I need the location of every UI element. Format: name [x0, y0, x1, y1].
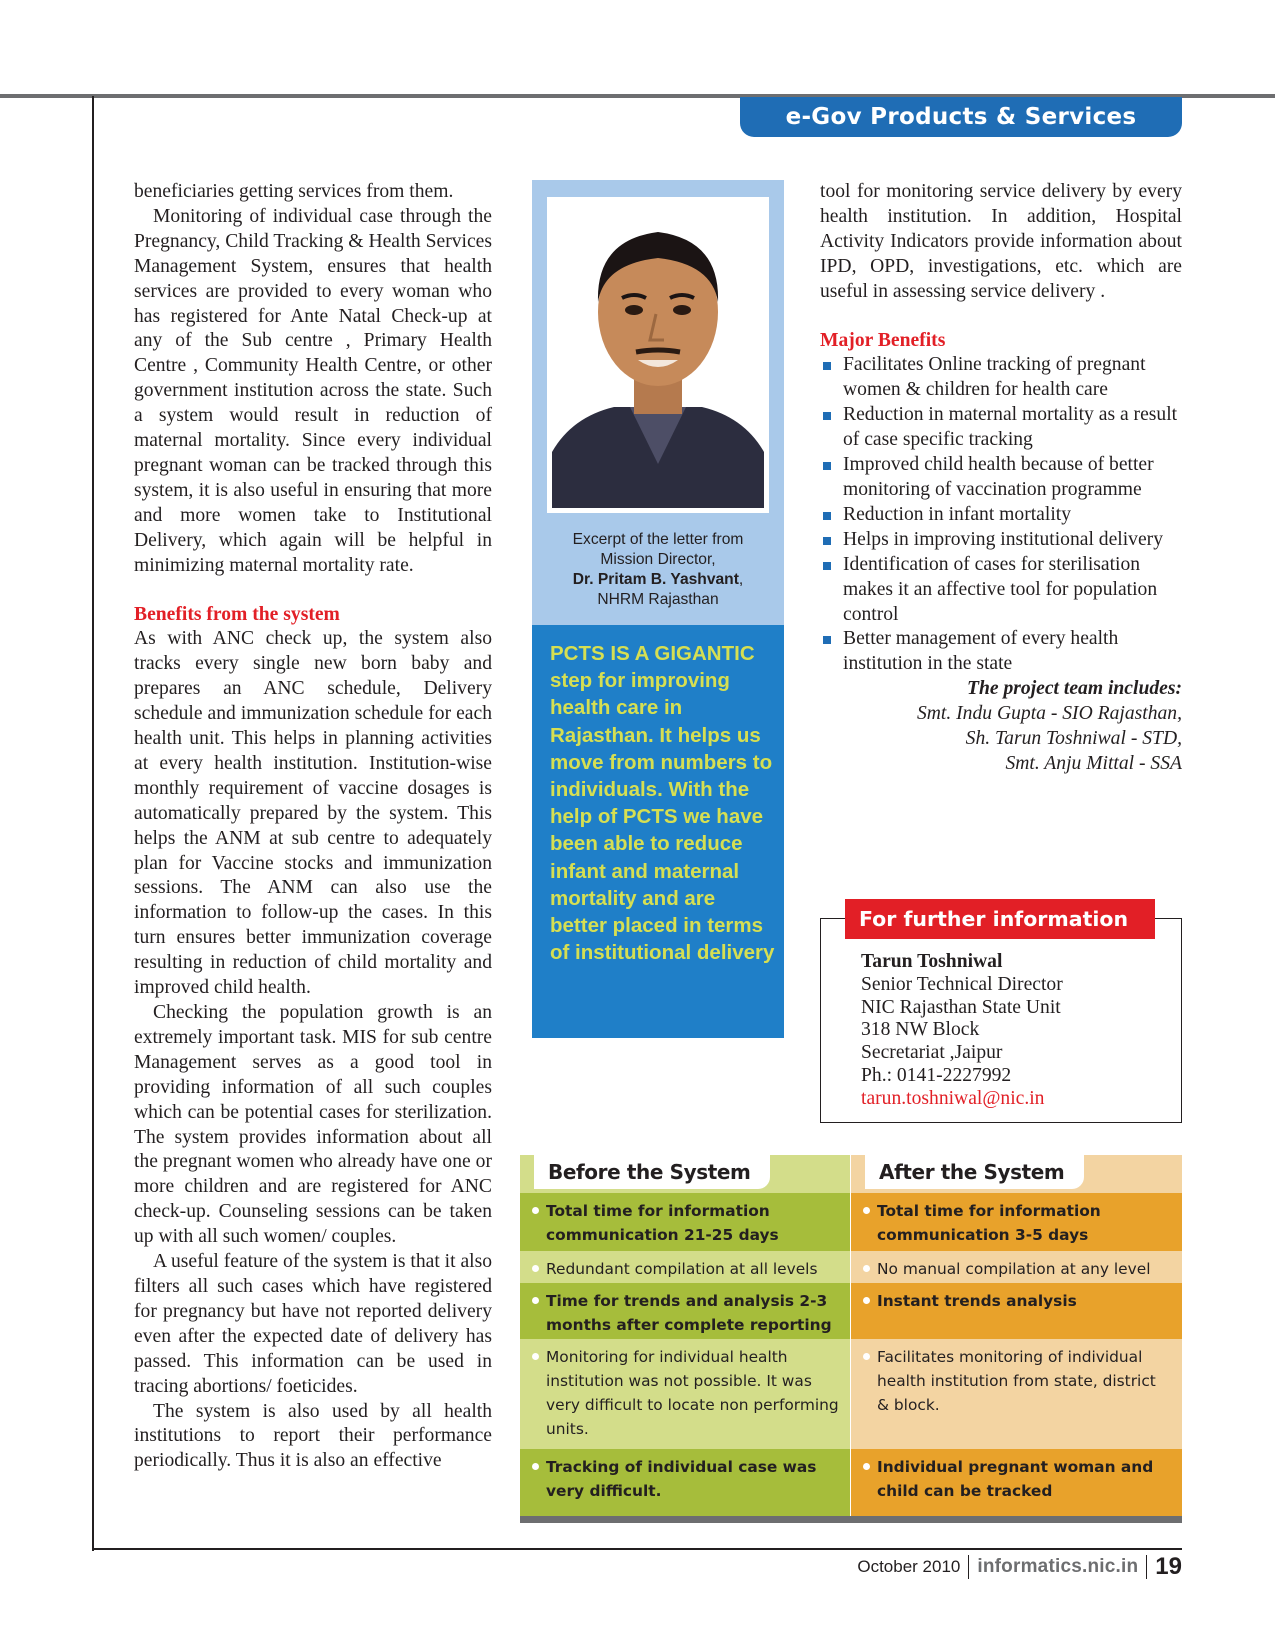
portrait-photo — [547, 197, 769, 513]
contact-block: 318 NW Block — [861, 1019, 980, 1041]
benefit-item: Improved child health because of better monitoring of vaccination programme — [820, 453, 1182, 503]
contact-unit: NIC Rajasthan State Unit — [861, 996, 1061, 1018]
team-heading: The project team includes: — [967, 678, 1182, 700]
benefit-item: Reduction in maternal mortality as a result of case specific tracking — [820, 403, 1182, 453]
body-paragraph: beneficiaries getting services from them. — [134, 181, 454, 202]
before-row: Time for trends and analysis 2-3 months after complete reporting — [520, 1283, 850, 1339]
page-number: 19 — [1155, 1553, 1182, 1580]
left-column — [134, 180, 492, 1474]
after-row: Individual pregnant woman and child can be tracked — [851, 1449, 1182, 1516]
contact-name: Tarun Toshniwal — [861, 951, 1003, 972]
benefit-item: Helps in improving institutional delivery — [820, 528, 1182, 553]
before-after-comparison — [520, 1155, 1182, 1524]
square-bullet-icon — [823, 362, 831, 370]
quote-panel — [532, 625, 784, 1038]
square-bullet-icon — [823, 412, 831, 420]
bullet-dot-icon — [863, 1353, 870, 1360]
left-rule — [92, 96, 94, 1551]
photo-panel — [532, 180, 784, 625]
benefits-list — [820, 353, 1182, 677]
caption-name: Dr. Pritam B. Yashvant — [572, 571, 739, 588]
caption-line: Excerpt of the letter from — [572, 531, 744, 548]
photo-caption — [540, 530, 776, 610]
body-paragraph: As with ANC check up, the system also tracks every single new born baby and prepares an ANC schedule, Delivery schedule and immunization schedule for each health unit. This helps in planning activities at every health institution. Institution-wise monthly requirement of vaccine dosages is automatically prepared by the system. This helps the ANM at sub centre to adequately plan for Vaccine stocks and immunization sessions. The ANM can also use the information to follow-up the cases. In this turn ensures better immunization coverage resulting in reduction of child mortality and improved child health. — [134, 628, 492, 999]
benefit-item: Reduction in infant mortality — [820, 503, 1182, 528]
contact-email-link[interactable]: tarun.toshniwal@nic.in — [861, 1087, 1045, 1109]
site-url: informatics.nic.in — [977, 1556, 1139, 1577]
body-paragraph: The system is also used by all health institutions to report their performance periodically. Thus it is also an effective — [134, 1400, 492, 1472]
caption-line — [540, 570, 776, 590]
square-bullet-icon — [823, 462, 831, 470]
square-bullet-icon — [823, 512, 831, 520]
before-column-title: Before the System — [534, 1155, 770, 1189]
body-paragraph: Monitoring of individual case through the Pregnancy, Child Tracking & Health Services Management System, ensures that health services are provided to every woman who has registered for Ante Natal Check-up at any of the Sub centre , Primary Health Centre , Community Health Centre, or other government institution across the state. Such a system would result in reduction of maternal mortality. Since every individual pregnant woman can be tracked through this system, it is also useful in ensuring that more and more women take to Institutional Delivery, which again will be helpful in minimizing maternal mortality rate. — [134, 205, 492, 576]
body-paragraph: Checking the population growth is an extremely important task. MIS for sub centre Management serves as a good tool in providing information of all such couples which can be potential cases for sterilization. The system provides information about all the pregnant women who already have one or more children and are registered for ANC check-up. Counseling sessions can be taken up with all such women/ couples. — [134, 1002, 492, 1248]
bullet-dot-icon — [863, 1207, 870, 1214]
team-member: Sh. Tarun Toshniwal - STD, — [965, 728, 1182, 750]
section-title: e-Gov Products & Services — [740, 97, 1182, 137]
after-column — [851, 1155, 1182, 1516]
bullet-dot-icon — [863, 1265, 870, 1272]
after-column-title: After the System — [865, 1155, 1084, 1189]
bullet-dot-icon — [532, 1265, 539, 1272]
right-column — [820, 180, 1182, 777]
table-bottom-shadow — [520, 1516, 1182, 1523]
caption-comma: , — [738, 571, 744, 588]
further-information-box — [820, 907, 1182, 1123]
benefit-item: Facilitates Online tracking of pregnant women & children for health care — [820, 353, 1182, 403]
contact-details — [861, 951, 1171, 1111]
contact-designation: Senior Technical Director — [861, 973, 1063, 995]
subheading-major-benefits: Major Benefits — [820, 329, 946, 351]
after-row: Total time for information communication 3-5 days — [851, 1193, 1182, 1251]
bullet-dot-icon — [532, 1297, 539, 1304]
before-row: Total time for information communication 21-25 days — [520, 1193, 850, 1251]
bullet-dot-icon — [863, 1463, 870, 1470]
info-box-title: For further information — [845, 899, 1155, 939]
after-row: No manual compilation at any level — [851, 1251, 1182, 1283]
issue-date: October 2010 — [857, 1557, 961, 1576]
team-member: Smt. Indu Gupta - SIO Rajasthan, — [916, 703, 1182, 725]
square-bullet-icon — [823, 537, 831, 545]
bullet-dot-icon — [532, 1463, 539, 1470]
project-team — [820, 677, 1182, 777]
subheading-benefits-from-system: Benefits from the system — [134, 603, 340, 625]
page-footer — [857, 1552, 1182, 1582]
after-row: Facilitates monitoring of individual health institution from state, district & block. — [851, 1339, 1182, 1449]
body-paragraph: A useful feature of the system is that it also filters all such cases which have registered for pregnancy but have not reported delivery even after the expected date of delivery has passed. This information can be used in tracing abortions/ foeticides. — [134, 1251, 493, 1397]
square-bullet-icon — [823, 562, 831, 570]
bullet-dot-icon — [532, 1353, 539, 1360]
before-row: Tracking of individual case was very difficult. — [520, 1449, 850, 1516]
before-row: Monitoring for individual health institution was not possible. It was very difficult to locate non performing units. — [520, 1339, 850, 1449]
after-row: Instant trends analysis — [851, 1283, 1182, 1339]
caption-line: Mission Director, — [600, 551, 716, 568]
before-column — [520, 1155, 850, 1516]
before-row: Redundant compilation at all levels — [520, 1251, 850, 1283]
square-bullet-icon — [823, 636, 831, 644]
benefit-item: Better management of every health institution in the state — [820, 627, 1182, 677]
team-member: Smt. Anju Mittal - SSA — [1005, 752, 1182, 774]
bullet-dot-icon — [863, 1297, 870, 1304]
contact-phone: Ph.: 0141-2227992 — [861, 1064, 1012, 1086]
bottom-rule — [92, 1548, 1182, 1550]
contact-place: Secretariat ,Jaipur — [861, 1042, 1003, 1064]
bullet-dot-icon — [532, 1207, 539, 1214]
caption-line: NHRM Rajasthan — [597, 591, 719, 608]
quote-text: PCTS IS A GIGANTIC step for improving health care in Rajasthan. It helps us move from numbers to individuals. With the help of PCTS we have been able to reduce infant and maternal mortality and are better placed in terms of institutional delivery — [550, 642, 775, 965]
benefit-item: Identification of cases for sterilisation makes it an affective tool for population control — [820, 553, 1182, 628]
body-paragraph: tool for monitoring service delivery by every health institution. In addition, Hospital Activity Indicators provide information about IPD, OPD, investigations, etc. which are useful in assessing service delivery . — [820, 181, 1182, 302]
portrait-illustration — [552, 202, 764, 508]
